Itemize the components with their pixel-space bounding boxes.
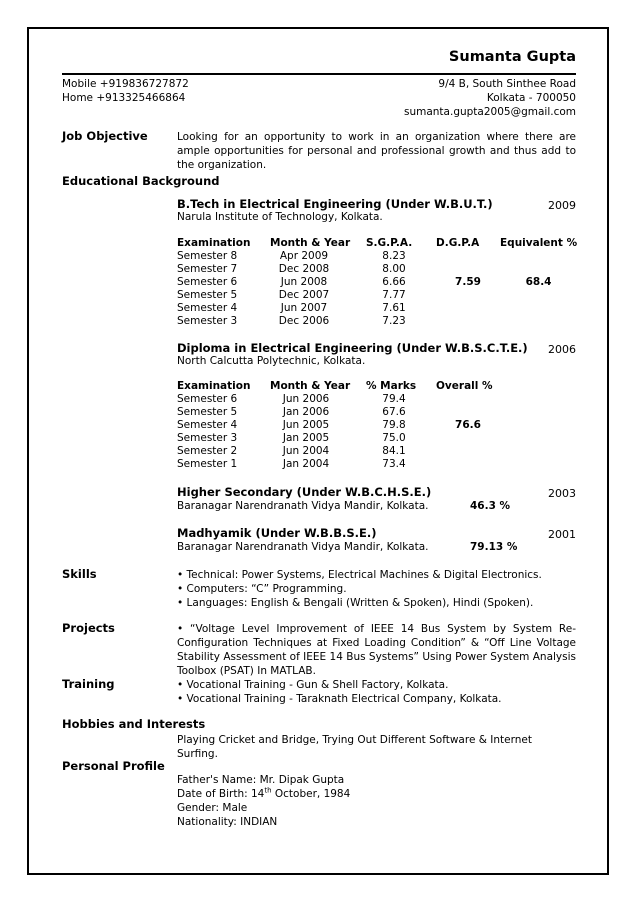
dob-prefix: Date of Birth: 14 xyxy=(177,788,265,800)
table-row xyxy=(177,458,500,471)
exam-cell: Semester 7 xyxy=(177,263,238,275)
score-cell: 73.4 xyxy=(382,458,406,470)
mobile-number: Mobile +919836727872 xyxy=(62,78,189,90)
date-cell: Jan 2006 xyxy=(282,406,330,418)
date-cell: Apr 2009 xyxy=(279,250,329,262)
madhyamik-title: Madhyamik (Under W.B.B.S.E.) xyxy=(177,526,377,540)
table-header-row xyxy=(177,380,500,393)
email-address: sumanta.gupta2005@gmail.com xyxy=(403,106,576,118)
father-name: Father's Name: Mr. Dipak Gupta xyxy=(177,774,345,786)
table-row xyxy=(177,263,577,276)
exam-cell: Semester 3 xyxy=(177,315,238,327)
dgpa-cell xyxy=(436,263,500,276)
date-cell: Dec 2006 xyxy=(278,315,330,327)
nationality: Nationality: INDIAN xyxy=(177,816,278,828)
madhyamik-institute: Baranagar Narendranath Vidya Mandir, Kolkata. xyxy=(177,541,429,553)
hs-year: 2003 xyxy=(548,487,576,500)
date-cell: Jun 2008 xyxy=(280,276,328,288)
table-row xyxy=(177,445,500,458)
equivalent-cell xyxy=(500,302,577,315)
score-cell: 7.61 xyxy=(382,302,406,314)
section-heading-training: Training xyxy=(62,677,115,691)
diploma-title: Diploma in Electrical Engineering (Under W.B.S.C.T.E.) xyxy=(177,341,528,355)
date-cell: Jun 2004 xyxy=(282,445,330,457)
col-equivalent: Equivalent % xyxy=(500,237,578,249)
col-sgpa: S.G.P.A. xyxy=(366,237,413,249)
overall-cell xyxy=(436,445,500,458)
score-cell: 7.77 xyxy=(382,289,406,301)
dgpa-cell: 7.59 xyxy=(455,276,481,288)
hs-percent: 46.3 % xyxy=(470,500,511,512)
table-header-row xyxy=(177,237,577,250)
score-cell: 8.00 xyxy=(382,263,406,275)
equivalent-cell xyxy=(500,315,577,328)
date-cell: Jan 2005 xyxy=(282,432,330,444)
dob-ordinal: th xyxy=(264,786,272,795)
date-of-birth xyxy=(177,787,576,801)
equivalent-cell: 68.4 xyxy=(525,276,552,288)
table-row xyxy=(177,289,577,302)
section-heading-hobbies: Hobbies and Interests xyxy=(62,717,206,731)
overall-cell: 76.6 xyxy=(455,419,481,431)
table-row xyxy=(177,393,500,406)
table-row xyxy=(177,406,500,419)
date-cell: Jun 2007 xyxy=(280,302,328,314)
overall-cell xyxy=(436,406,500,419)
candidate-name: Sumanta Gupta xyxy=(448,49,576,65)
exam-cell: Semester 6 xyxy=(177,393,238,405)
hobbies-text: Playing Cricket and Bridge, Trying Out Different Software & Internet Surfing. xyxy=(177,734,532,760)
dob-suffix: October, 1984 xyxy=(271,788,351,800)
col-dgpa: D.G.P.A xyxy=(436,237,480,249)
btech-year: 2009 xyxy=(548,199,576,212)
exam-cell: Semester 5 xyxy=(177,406,238,418)
date-cell: Dec 2008 xyxy=(278,263,330,275)
list-item: • Computers: “C” Programming. xyxy=(177,583,347,595)
section-heading-education: Educational Background xyxy=(62,174,220,188)
hs-institute: Baranagar Narendranath Vidya Mandir, Kolkata. xyxy=(177,500,429,512)
dgpa-cell xyxy=(436,250,500,263)
contact-phones xyxy=(62,77,189,105)
section-heading-job-objective: Job Objective xyxy=(62,129,148,143)
btech-title: B.Tech in Electrical Engineering (Under W.B.U.T.) xyxy=(177,197,493,211)
score-cell: 79.8 xyxy=(382,419,406,431)
score-cell: 79.4 xyxy=(382,393,406,405)
exam-cell: Semester 2 xyxy=(177,445,238,457)
dgpa-cell xyxy=(436,302,500,315)
col-marks: % Marks xyxy=(366,380,417,392)
date-cell: Jun 2006 xyxy=(282,393,330,405)
personal-details xyxy=(177,773,576,829)
list-item: • Technical: Power Systems, Electrical Machines & Digital Electronics. xyxy=(177,569,542,581)
equivalent-cell xyxy=(500,289,577,302)
home-number: Home +913325466864 xyxy=(62,92,186,104)
date-cell: Dec 2007 xyxy=(278,289,330,301)
table-row xyxy=(177,250,577,263)
list-item: • Languages: English & Bengali (Written & Spoken), Hindi (Spoken). xyxy=(177,597,534,609)
job-objective-text: Looking for an opportunity to work in an organization where there are ample opportunities for personal and professional growth and thus add to the organization. xyxy=(177,131,576,171)
btech-institute: Narula Institute of Technology, Kolkata. xyxy=(177,211,383,223)
table-row xyxy=(177,315,577,328)
col-month-year: Month & Year xyxy=(270,237,351,249)
overall-cell xyxy=(436,432,500,445)
table-row xyxy=(177,432,500,445)
contact-address xyxy=(404,77,576,119)
overall-cell xyxy=(436,458,500,471)
hs-title: Higher Secondary (Under W.B.C.H.S.E.) xyxy=(177,485,432,499)
diploma-grades-table xyxy=(177,380,500,471)
madhyamik-percent: 79.13 % xyxy=(470,541,518,553)
diploma-year: 2006 xyxy=(548,343,576,356)
address-line-1: 9/4 B, South Sinthee Road xyxy=(438,78,576,90)
section-heading-skills: Skills xyxy=(62,567,97,581)
col-examination: Examination xyxy=(177,380,251,392)
projects-text: • “Voltage Level Improvement of IEEE 14 Bus System by System Re-Configuration Techniques at Fixed Loading Condition” & “Off Line Voltage Stability Assessment of IEEE 14 Bus Systems” Using Power System Analysis Toolbox (PSAT) In MATLAB. xyxy=(177,623,576,677)
address-line-2: Kolkata - 700050 xyxy=(486,92,576,104)
col-month-year: Month & Year xyxy=(270,380,351,392)
table-row xyxy=(177,276,577,289)
section-heading-projects: Projects xyxy=(62,621,115,635)
header-divider xyxy=(62,73,576,75)
section-heading-personal-profile: Personal Profile xyxy=(62,759,165,773)
training-list xyxy=(177,678,576,706)
skills-list xyxy=(177,568,576,610)
diploma-institute: North Calcutta Polytechnic, Kolkata. xyxy=(177,355,366,367)
table-row xyxy=(177,302,577,315)
date-cell: Jan 2004 xyxy=(282,458,330,470)
exam-cell: Semester 4 xyxy=(177,302,238,314)
list-item: • Vocational Training - Gun & Shell Factory, Kolkata. xyxy=(177,679,449,691)
dgpa-cell xyxy=(436,289,500,302)
score-cell: 8.23 xyxy=(382,250,406,262)
score-cell: 75.0 xyxy=(382,432,406,444)
col-overall: Overall % xyxy=(436,380,493,392)
madhyamik-year: 2001 xyxy=(548,528,576,541)
exam-cell: Semester 5 xyxy=(177,289,238,301)
overall-cell xyxy=(436,393,500,406)
exam-cell: Semester 4 xyxy=(177,419,238,431)
exam-cell: Semester 8 xyxy=(177,250,238,262)
btech-grades-table xyxy=(177,237,577,328)
list-item: • Vocational Training - Taraknath Electrical Company, Kolkata. xyxy=(177,693,502,705)
exam-cell: Semester 1 xyxy=(177,458,238,470)
dgpa-cell xyxy=(436,315,500,328)
date-cell: Jun 2005 xyxy=(282,419,330,431)
exam-cell: Semester 3 xyxy=(177,432,238,444)
exam-cell: Semester 6 xyxy=(177,276,238,288)
col-examination: Examination xyxy=(177,237,251,249)
equivalent-cell xyxy=(500,250,577,263)
equivalent-cell xyxy=(500,263,577,276)
gender: Gender: Male xyxy=(177,802,248,814)
table-row xyxy=(177,419,500,432)
score-cell: 84.1 xyxy=(382,445,406,457)
score-cell: 67.6 xyxy=(382,406,406,418)
score-cell: 7.23 xyxy=(382,315,406,327)
score-cell: 6.66 xyxy=(382,276,406,288)
